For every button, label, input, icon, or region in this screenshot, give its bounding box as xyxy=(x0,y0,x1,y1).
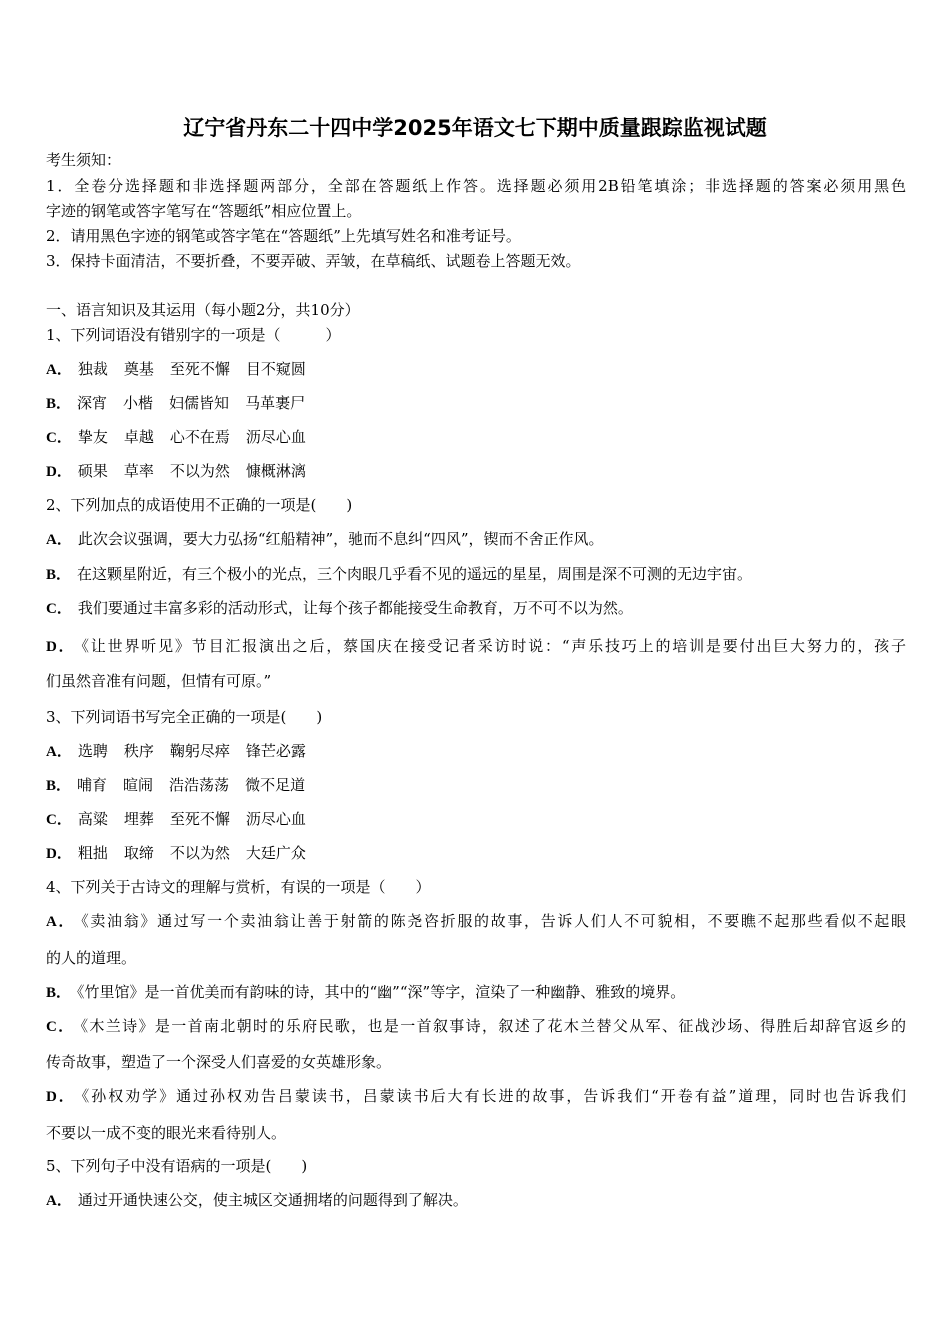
notice-item: 字迹的钢笔或答字笔写在“答题纸”相应位置上。 xyxy=(46,202,362,220)
option-word: 取缔 xyxy=(123,844,154,862)
option-a xyxy=(46,741,322,762)
option-label: A． xyxy=(46,914,76,930)
option-text: 我们要通过丰富多彩的活动形式，让每个孩子都能接受生命教育，万不可不以为然。 xyxy=(77,599,633,617)
option-text: 《木兰诗》是一首南北朝时的乐府民歌，也是一首叙事诗，叙述了花木兰替父从军、征战沙场、得胜后却辞官返乡的 xyxy=(80,1017,906,1035)
option-word: 慷概淋漓 xyxy=(245,462,306,480)
option-label: C． xyxy=(46,601,72,617)
option-word: 目不窥圆 xyxy=(245,360,306,378)
option-word: 不以为然 xyxy=(169,462,230,480)
option-d xyxy=(46,636,906,657)
option-label: D． xyxy=(46,464,72,480)
option-continuation: 们虽然音准有问题，但情有可原。” xyxy=(46,672,272,690)
option-word: 埋葬 xyxy=(123,810,154,828)
option-label: A． xyxy=(46,744,72,760)
option-label: C． xyxy=(46,812,72,828)
option-text: 此次会议强调，要大力弘扬“红船精神”，驰而不息纠“四风”，锲而不舍正作风。 xyxy=(77,530,604,548)
page-title: 辽宁省丹东二十四中学2025年语文七下期中质量跟踪监视试题 xyxy=(183,116,767,140)
option-word: 粗拙 xyxy=(77,844,108,862)
option-word: 妇儒皆知 xyxy=(169,394,230,412)
option-a xyxy=(46,1190,468,1211)
option-word: 沥尽心血 xyxy=(245,428,306,446)
option-label: D． xyxy=(46,846,72,862)
section-heading: 一、语言知识及其运用（每小题2分，共10分） xyxy=(46,301,360,319)
option-word: 浩浩荡荡 xyxy=(169,776,230,794)
option-label: A． xyxy=(46,362,72,378)
option-word: 哺育 xyxy=(77,776,108,794)
option-word: 至死不懈 xyxy=(169,360,230,378)
option-d xyxy=(46,461,322,482)
option-label: A． xyxy=(46,1193,72,1209)
option-label: C． xyxy=(46,1019,75,1035)
option-label: D． xyxy=(46,1089,76,1105)
option-c xyxy=(46,1016,906,1037)
option-word: 挚友 xyxy=(77,428,108,446)
option-word: 草率 xyxy=(123,462,154,480)
option-b xyxy=(46,564,752,585)
option-word: 卓越 xyxy=(123,428,154,446)
option-text: 在这颗星附近，有三个极小的光点，三个肉眼几乎看不见的遥远的星星，周围是深不可测的无边宇宙。 xyxy=(77,565,753,583)
option-text: 《让世界听见》节目汇报演出之后，蔡国庆在接受记者采访时说：“声乐技巧上的培训是要付出巨大努力的，孩子 xyxy=(81,637,906,655)
option-b xyxy=(46,982,685,1003)
notice-item: 3．保持卡面清洁，不要折叠，不要弄破、弄皱，在草稿纸、试题卷上答题无效。 xyxy=(46,252,581,270)
option-text: 《竹里馆》是一首优美而有韵味的诗，其中的“幽”“深”等字，渲染了一种幽静、雅致的境界。 xyxy=(77,983,686,1001)
option-d xyxy=(46,1086,906,1107)
option-label: A． xyxy=(46,532,72,548)
option-label: B． xyxy=(46,396,72,412)
option-label: B． xyxy=(46,778,72,794)
option-d xyxy=(46,843,322,864)
option-continuation: 传奇故事，塑造了一个深受人们喜爱的女英雄形象。 xyxy=(46,1053,392,1071)
notice-item: 1．全卷分选择题和非选择题两部分，全部在答题纸上作答。选择题必须用2B铅笔填涂；非选择题的答案必须用黑色 xyxy=(46,177,906,195)
option-c xyxy=(46,427,322,448)
option-text: 《卖油翁》通过写一个卖油翁让善于射箭的陈尧咨折服的故事，告诉人们人不可貌相，不要瞧不起那些看似不起眼 xyxy=(81,912,906,930)
option-c xyxy=(46,598,633,619)
question-stem: 3、下列词语书写完全正确的一项是( ) xyxy=(46,708,323,726)
question-stem: 2、下列加点的成语使用不正确的一项是( ) xyxy=(46,496,353,514)
option-word: 微不足道 xyxy=(245,776,306,794)
question-stem: 1、下列词语没有错别字的一项是（ ） xyxy=(46,326,341,344)
option-continuation: 的人的道理。 xyxy=(46,949,137,967)
option-a xyxy=(46,359,322,380)
option-word: 心不在焉 xyxy=(169,428,230,446)
notice-item: 2．请用黑色字迹的钢笔或答字笔在“答题纸”上先填写姓名和准考证号。 xyxy=(46,227,521,245)
question-stem: 5、下列句子中没有语病的一项是( ) xyxy=(46,1157,308,1175)
option-label: B． xyxy=(46,567,72,583)
option-word: 暄闹 xyxy=(123,776,154,794)
option-word: 高粱 xyxy=(77,810,108,828)
option-word: 深宵 xyxy=(77,394,108,412)
option-text: 通过开通快速公交，使主城区交通拥堵的问题得到了解决。 xyxy=(77,1191,468,1209)
option-b xyxy=(46,393,321,414)
option-word: 马革裹尸 xyxy=(245,394,306,412)
option-b xyxy=(46,775,321,796)
option-word: 秩序 xyxy=(123,742,154,760)
option-word: 小楷 xyxy=(123,394,154,412)
option-label: D． xyxy=(46,639,76,655)
question-stem: 4、下列关于古诗文的理解与赏析，有误的一项是（ ） xyxy=(46,878,431,896)
notice-heading: 考生须知： xyxy=(46,151,122,169)
option-continuation: 不要以一成不变的眼光来看待别人。 xyxy=(46,1124,287,1142)
option-word: 锋芒必露 xyxy=(245,742,306,760)
option-a xyxy=(46,911,906,932)
option-word: 选聘 xyxy=(77,742,108,760)
option-word: 奠基 xyxy=(123,360,154,378)
option-a xyxy=(46,529,604,550)
option-word: 独裁 xyxy=(77,360,108,378)
option-word: 硕果 xyxy=(77,462,108,480)
option-word: 不以为然 xyxy=(169,844,230,862)
option-word: 沥尽心血 xyxy=(245,810,306,828)
option-label: B． xyxy=(46,985,72,1001)
option-label: C． xyxy=(46,430,72,446)
option-word: 大廷广众 xyxy=(245,844,306,862)
option-word: 鞠躬尽瘁 xyxy=(169,742,230,760)
option-c xyxy=(46,809,322,830)
option-text: 《孙权劝学》通过孙权劝告吕蒙读书，吕蒙读书后大有长进的故事，告诉我们“开卷有益”道理，同时也告诉我们 xyxy=(81,1087,907,1105)
option-word: 至死不懈 xyxy=(169,810,230,828)
